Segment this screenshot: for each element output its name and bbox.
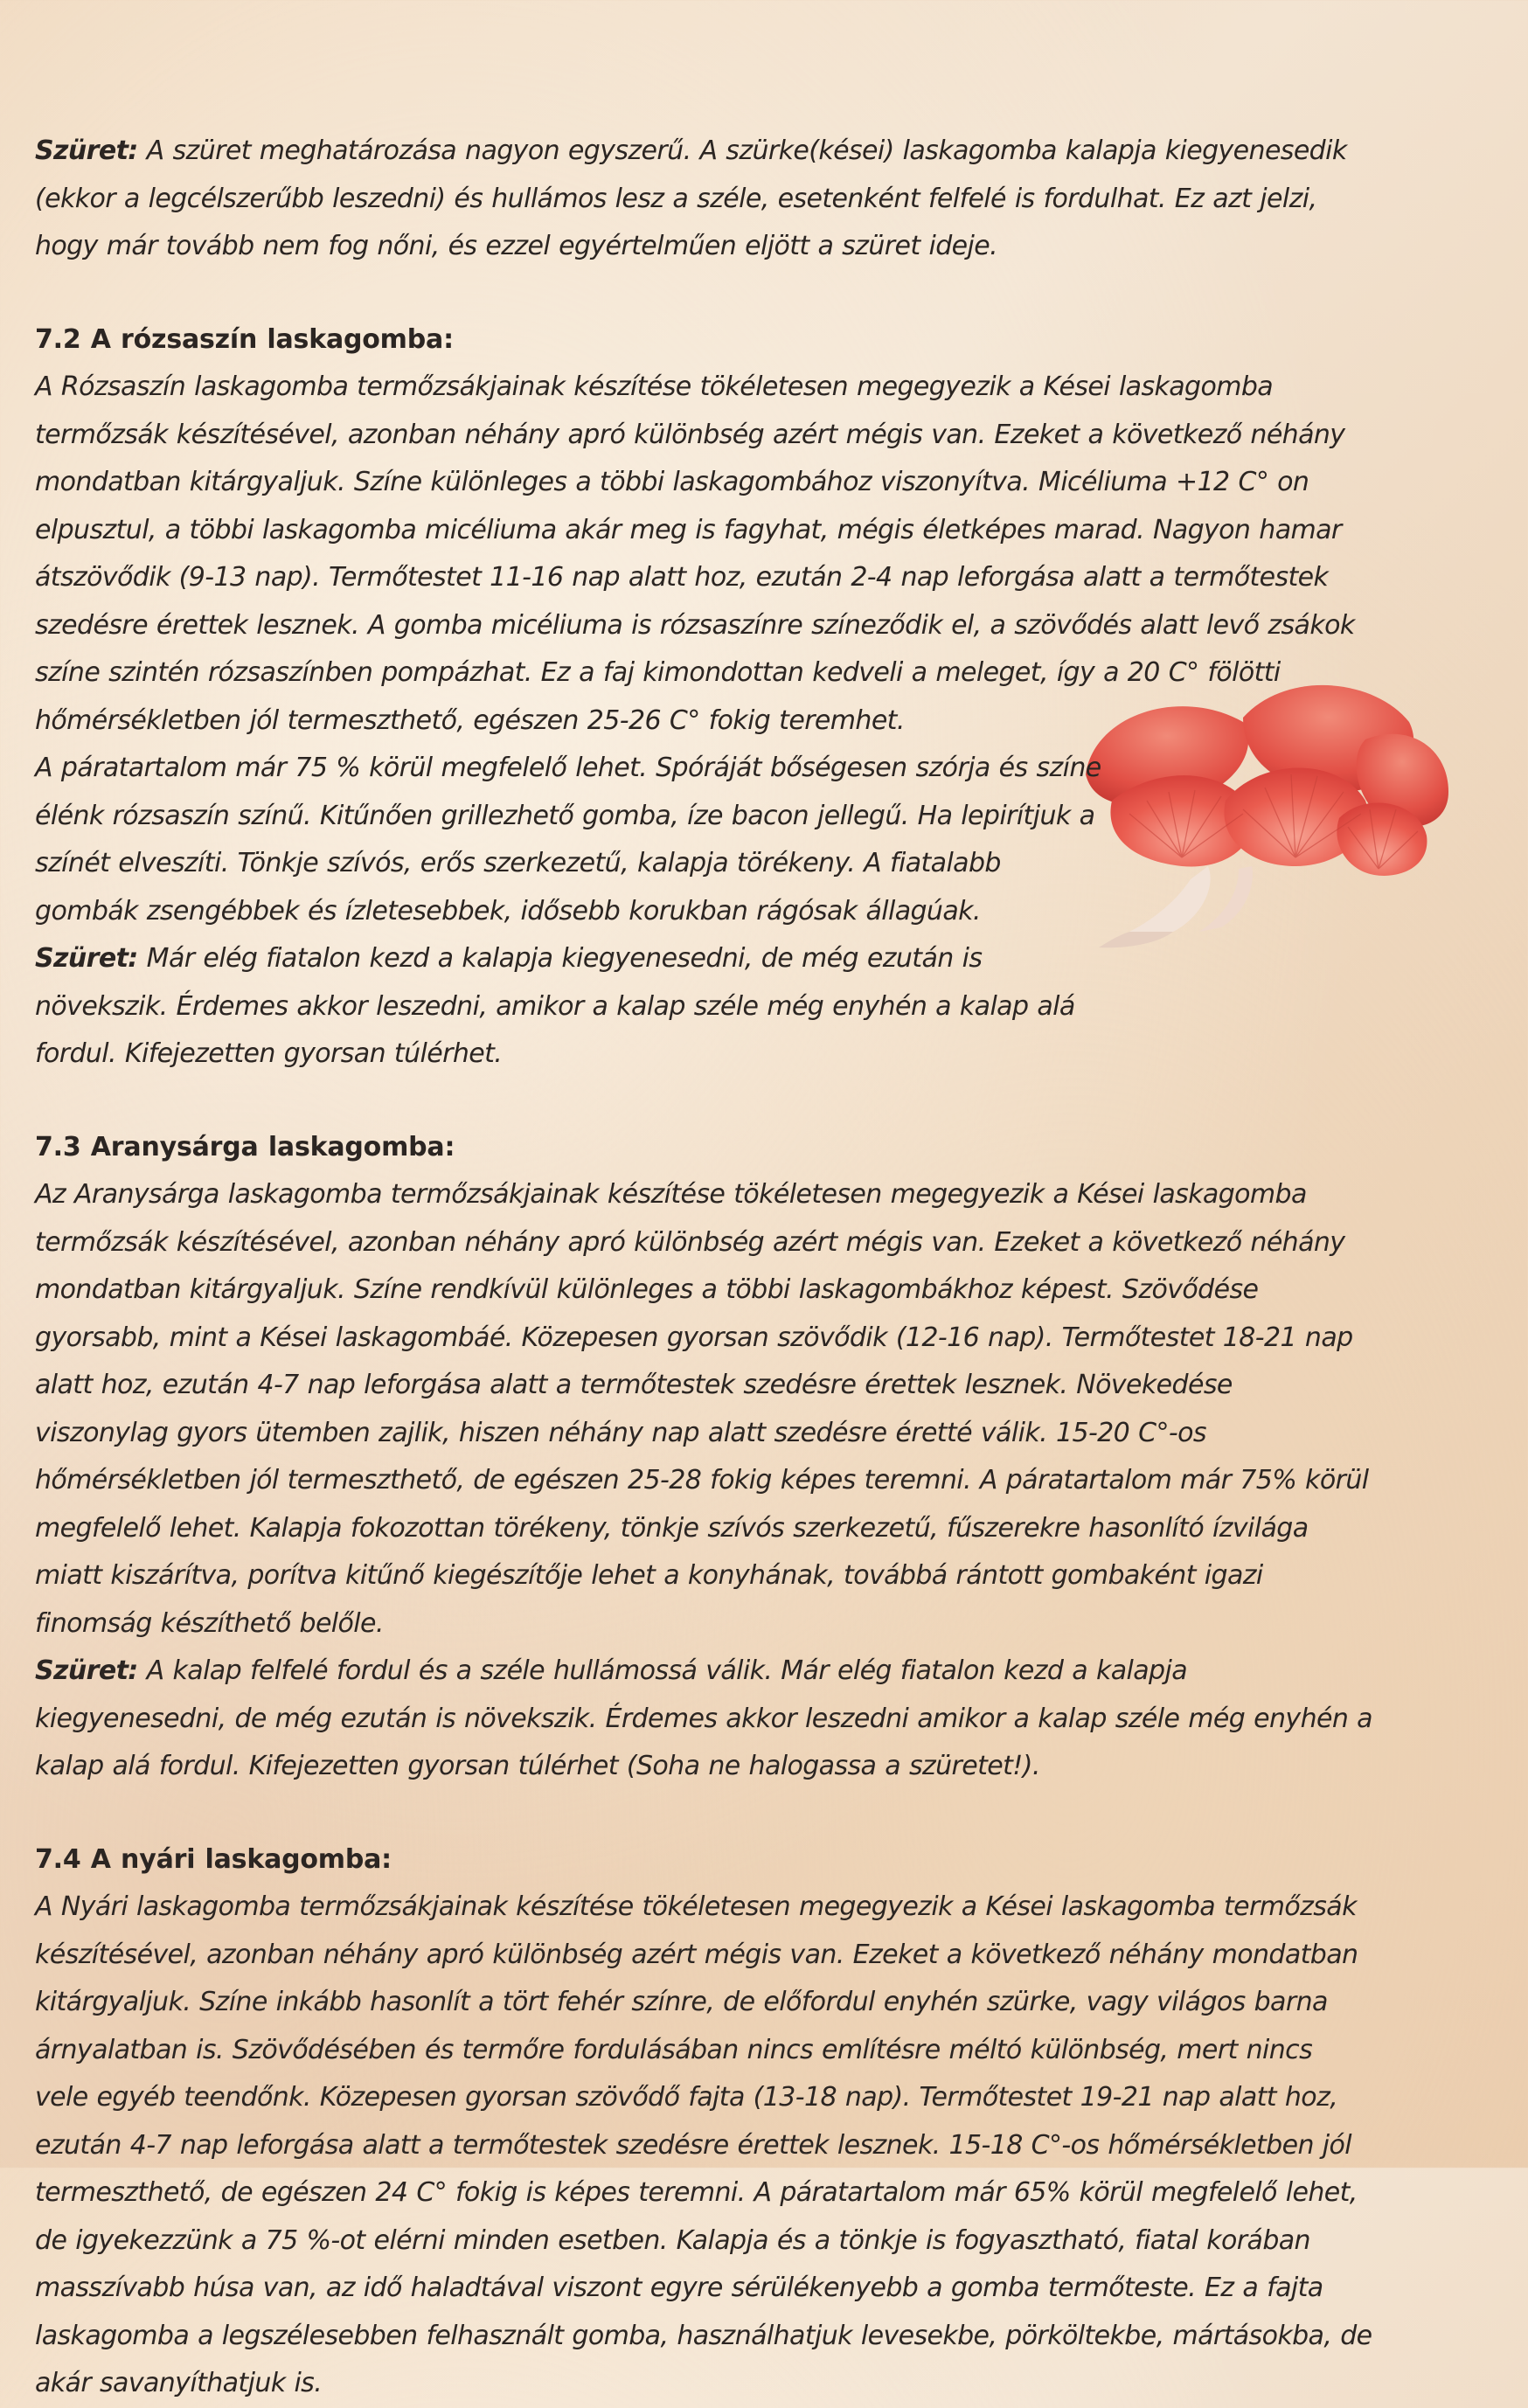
intro-paragraph — [35, 128, 1372, 271]
document-body — [35, 128, 1372, 2408]
section-7-2-wrap-paragraph: A páratartalom már 75 % körül megfelelő lehet. Spóráját bőségesen szórja és színe élénk rózsaszín színű. Kitűnően grillezhető gomba, íze bacon jellegű. Ha lepirítjuk a színét elveszíti. Tönkje szívós, erős szerkezetű, kalapja törékeny. A fiatalabb gombák zsengébbek és ízletesebbek, idősebb korukban rágósak állagúak. — [35, 753, 1101, 926]
szuret-text: Már elég fiatalon kezd a kalapja kiegyenesedni, de még ezután is növekszik. Érdemes akkor leszedni, amikor a kalap széle még enyhén a kalap alá fordul. Kifejezetten gyorsan túlérhet. — [35, 943, 1075, 1069]
section-7-3-paragraph: Az Aranysárga laskagomba termőzsákjainak készítése tökéletesen megegyezik a Kései laskagomba termőzsák készítésével, azonban néhány apró különbség azért mégis van. Ezeket a következő néhány mondatban kitárgyaljuk. Színe rendkívül különleges a többi laskagombákhoz képest. Szövődése gyorsabb, mint a Kései laskagombáé. Közepesen gyorsan szövődik (12-16 nap). Termőtestet 18-21 nap alatt hoz, ezután 4-7 nap leforgása alatt a termőtestek szedésre érettek lesznek. Növekedése viszonylag gyors ütemben zajlik, hiszen néhány nap alatt szedésre éretté válik. 15-20 C°-os hőmérsékletben jól termeszthető, de egészen 25-28 fokig képes teremni. A páratartalom már 75% körül megfelelő lehet. Kalapja fokozottan törékeny, tönkje szívós szerkezetű, fűszerekre hasonlító ízvilága miatt kiszárítva, porítva kitűnő kiegészítője lehet a konyhának, továbbá rántott gombaként igazi finomság készíthető belőle. — [35, 1179, 1369, 1639]
szuret-label: Szüret: — [35, 135, 138, 166]
section-heading-7-4: 7.4 A nyári laskagomba: — [35, 1843, 392, 1875]
szuret-label: Szüret: — [35, 943, 138, 974]
section-heading-7-3: 7.3 Aranysárga laskagomba: — [35, 1131, 455, 1162]
intro-text: A szüret meghatározása nagyon egyszerű. A szürke(kései) laskagomba kalapja kiegyenesedik (ekkor a legcélszerűbb leszedni) és hullámos lesz a széle, esetenként felfelé is fordulhat. Ez azt jelzi, hogy már tovább nem fog nőni, és ezzel egyértelműen eljött a szüret ideje. — [35, 135, 1347, 261]
szuret-text: A kalap felfelé fordul és a széle hullámossá válik. Már elég fiatalon kezd a kalapja kiegyenesedni, de még ezután is növekszik. Érdemes akkor leszedni amikor a kalap széle még enyhén a kalap alá fordul. Kifejezetten gyorsan túlérhet (Soha ne halogassa a szüretet!). — [35, 1655, 1372, 1781]
section-7-4-paragraph: A Nyári laskagomba termőzsákjainak készítése tökéletesen megegyezik a Kései laskagomba termőzsák készítésével, azonban néhány apró különbség azért mégis van. Ezeket a következő néhány mondatban kitárgyaljuk. Színe inkább hasonlít a tört fehér színre, de előfordul enyhén szürke, vagy világos barna árnyalatban is. Szövődésében és termőre fordulásában nincs említésre méltó különbség, mert nincs vele egyéb teendőnk. Közepesen gyorsan szövődő fajta (13-18 nap). Termőtestet 19-21 nap alatt hoz, ezután 4-7 nap leforgása alatt a termőtestek szedésre érettek lesznek. 15-18 C°-os hőmérsékletben jól termeszthető, de egészen 24 C° fokig is képes teremni. A páratartalom már 65% körül megfelelő lehet, de igyekezzünk a 75 %-ot elérni minden esetben. Kalapja és a tönkje is fogyasztható, fiatal korában masszívabb húsa van, az idő haladtával viszont egyre sérülékenyebb a gomba termőteste. Ez a fajta laskagomba a legszélesebben felhasznált gomba, használhatjuk levesekbe, pörköltekbe, mártásokba, de akár savanyíthatjuk is. — [35, 1891, 1372, 2398]
section-7-2-szuret — [35, 935, 1101, 1079]
section-7-2-paragraph: A Rózsaszín laskagomba termőzsákjainak készítése tökéletesen megegyezik a Kései laskagomba termőzsák készítésével, azonban néhány apró különbség azért mégis van. Ezeket a következő néhány mondatban kitárgyaljuk. Színe különleges a többi laskagombához viszonyítva. Micéliuma +12 C° on elpusztul, a többi laskagomba micéliuma akár meg is fagyhat, mégis életképes marad. Nagyon hamar átszövődik (9-13 nap). Termőtestet 11-16 nap alatt hoz, ezután 2-4 nap leforgása alatt a termőtestek szedésre érettek lesznek. A gomba micéliuma is rózsaszínre színeződik el, a szövődés alatt levő zsákok színe szintén rózsaszínben pompázhat. Ez a faj kimondottan kedveli a meleget, így a 20 C° fölötti hőmérsékletben jól termeszthető, egészen 25-26 C° fokig teremhet. — [35, 371, 1355, 736]
szuret-label: Szüret: — [35, 1655, 138, 1686]
section-7-3-szuret — [35, 1648, 1372, 1791]
section-heading-7-2: 7.2 A rózsaszín laskagomba: — [35, 323, 454, 355]
